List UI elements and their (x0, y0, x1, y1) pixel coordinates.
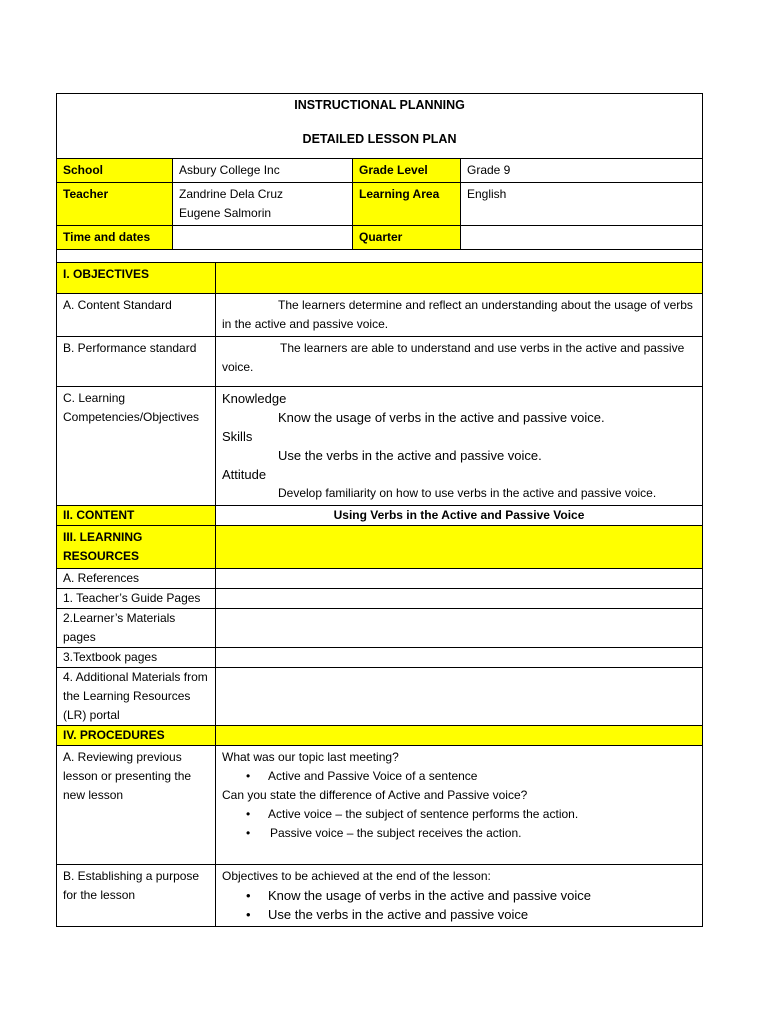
learners-materials-label: 2.Learner’s Materials pages (57, 609, 216, 648)
resources-heading-fill (216, 526, 703, 569)
title-cell (57, 94, 703, 159)
knowledge-label: Knowledge (222, 391, 287, 406)
header-table (56, 93, 703, 263)
textbook-pages-value (216, 648, 703, 668)
review-bullet-1: • Active and Passive Voice of a sentence (222, 767, 696, 786)
review-lesson-value (216, 746, 703, 865)
knowledge-value: Know the usage of verbs in the active and passive voice. (278, 410, 605, 425)
teachers-guide-label: 1. Teacher’s Guide Pages (57, 589, 216, 609)
procedures-heading: IV. PROCEDURES (57, 726, 216, 746)
purpose-label: B. Establishing a purpose for the lesson (57, 865, 216, 927)
teacher-name-1: Zandrine Dela Cruz (179, 187, 284, 201)
references-label: A. References (57, 569, 216, 589)
school-value: Asbury College Inc (173, 159, 353, 183)
spacer-row (57, 250, 703, 263)
objectives-heading-fill (216, 263, 703, 294)
grade-label: Grade Level (353, 159, 461, 183)
learning-area-label: Learning Area (353, 183, 461, 226)
attitude-label: Attitude (222, 467, 267, 482)
quarter-label: Quarter (353, 226, 461, 250)
procedures-heading-fill (216, 726, 703, 746)
skills-label: Skills (222, 429, 253, 444)
resources-heading: III. LEARNING RESOURCES (57, 526, 216, 569)
competencies-label: C. Learning Competencies/Objectives (57, 387, 216, 506)
content-heading: II. CONTENT (57, 506, 216, 526)
quarter-value (461, 226, 703, 250)
objectives-heading: I. OBJECTIVES (57, 263, 216, 294)
review-question-2: Can you state the difference of Active and Passive voice? (222, 788, 528, 802)
textbook-pages-label: 3.Textbook pages (57, 648, 216, 668)
performance-standard-label: B. Performance standard (57, 337, 216, 387)
teacher-value (173, 183, 353, 226)
learners-materials-value (216, 609, 703, 648)
page-subtitle: DETAILED LESSON PLAN (302, 132, 457, 146)
additional-materials-label: 4. Additional Materials from the Learning Resources (LR) portal (57, 668, 216, 726)
review-lesson-label: A. Reviewing previous lesson or presenting the new lesson (57, 746, 216, 865)
competencies-value (216, 387, 703, 506)
additional-materials-value (216, 668, 703, 726)
skills-value: Use the verbs in the active and passive voice. (278, 448, 542, 463)
teacher-name-2: Eugene Salmorin (179, 206, 272, 220)
time-dates-value (173, 226, 353, 250)
purpose-intro: Objectives to be achieved at the end of the lesson: (222, 869, 491, 883)
performance-standard-value: The learners are able to understand and use verbs in the active and passive voice. (216, 337, 703, 387)
teacher-label: Teacher (57, 183, 173, 226)
attitude-value: Develop familiarity on how to use verbs in the active and passive voice. (278, 486, 657, 500)
review-bullet-2: • Active voice – the subject of sentence performs the action. (222, 805, 696, 824)
lesson-table (56, 262, 703, 927)
purpose-bullet-2: • Use the verbs in the active and passive voice (222, 905, 696, 924)
review-bullet-3: • Passive voice – the subject receives the action. (222, 824, 696, 843)
grade-value: Grade 9 (461, 159, 703, 183)
references-value (216, 569, 703, 589)
review-question-1: What was our topic last meeting? (222, 750, 399, 764)
content-standard-label: A. Content Standard (57, 294, 216, 337)
teachers-guide-value (216, 589, 703, 609)
school-label: School (57, 159, 173, 183)
lesson-plan-document (56, 93, 702, 927)
content-standard-value: The learners determine and reflect an understanding about the usage of verbs in the active and passive voice. (216, 294, 703, 337)
learning-area-value: English (461, 183, 703, 226)
page-title: INSTRUCTIONAL PLANNING (294, 98, 465, 112)
time-dates-label: Time and dates (57, 226, 173, 250)
content-value: Using Verbs in the Active and Passive Voice (216, 506, 703, 526)
purpose-bullet-1: • Know the usage of verbs in the active and passive voice (222, 886, 696, 905)
purpose-value (216, 865, 703, 927)
